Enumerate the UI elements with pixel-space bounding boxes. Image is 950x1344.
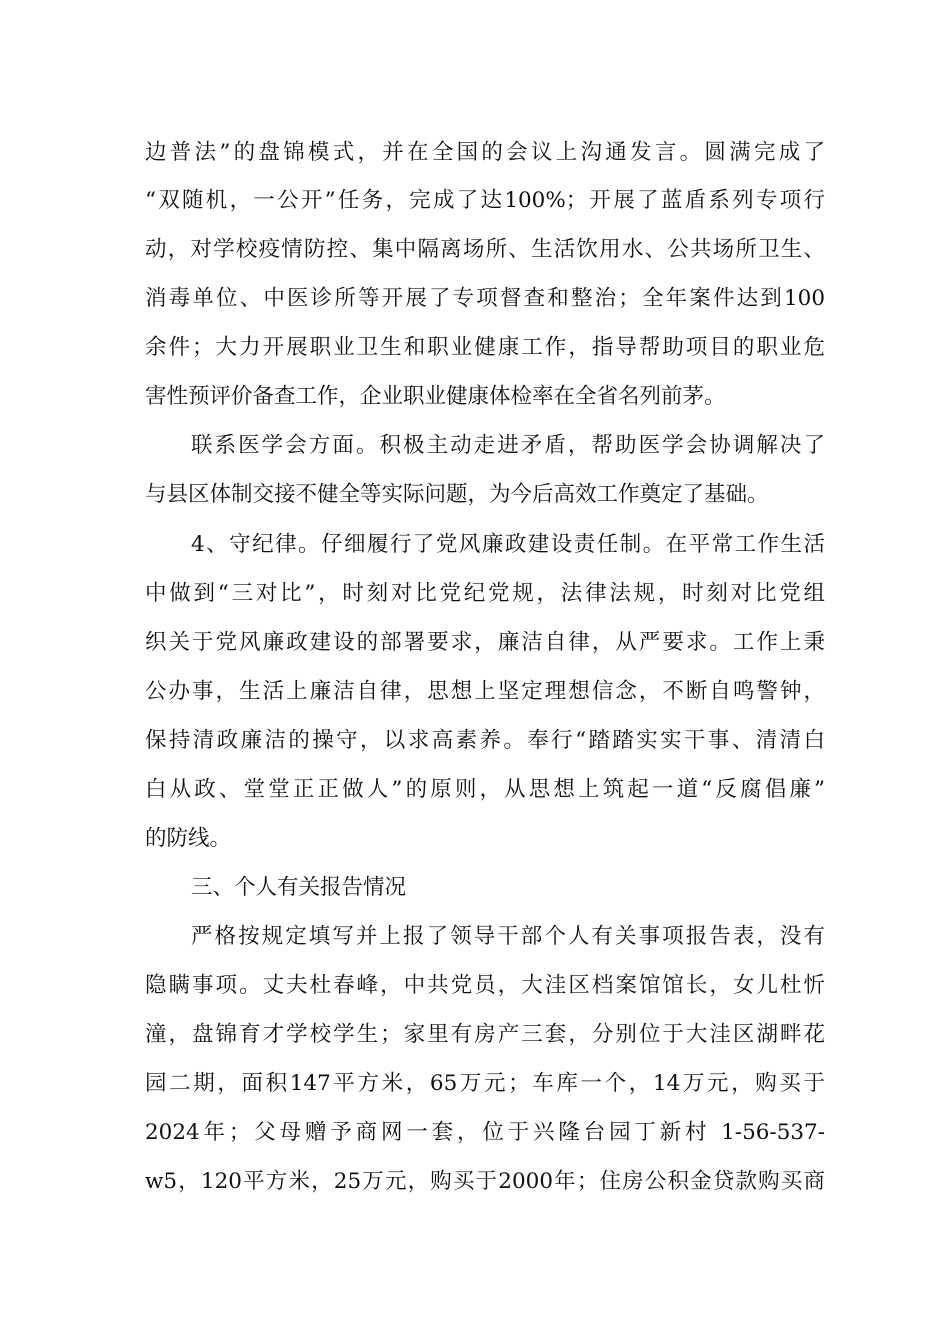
paragraph-first-line: 联系医学会方面。积极主动走进矛盾，帮助医学会协调解决了	[191, 433, 825, 458]
body-text-line: 的防线。	[145, 826, 232, 851]
body-text-line: 边普法”的盘锦模式，并在全国的会议上沟通发言。圆满完成了	[145, 140, 825, 165]
body-text-line: 织关于党风廉政建设的部署要求，廉洁自律，从严要求。工作上秉	[145, 630, 825, 655]
body-text-line: 保持清政廉洁的操守，以求高素养。奉行“踏踏实实干事、清清白	[145, 728, 825, 753]
body-text-line: 消毒单位、中医诊所等开展了专项督查和整治；全年案件达到100	[145, 286, 825, 311]
body-text-line: 园二期，面积147平方米，65万元；车库一个，14万元，购买于	[145, 1071, 825, 1096]
body-text-line: 动，对学校疫情防控、集中隔离场所、生活饮用水、公共场所卫生、	[145, 237, 825, 262]
section-heading: 三、个人有关报告情况	[191, 875, 407, 900]
body-text-line: 中做到“三对比”，时刻对比党纪党规，法律法规，时刻对比党组	[145, 581, 825, 606]
body-text-line: 余件；大力开展职业卫生和职业健康工作，指导帮助项目的职业危	[145, 335, 825, 360]
body-text-line: w5，120平方米，25万元，购买于2000年；住房公积金贷款购买商	[145, 1169, 825, 1194]
body-text-line: 2024年；父母赠予商网一套，位于兴隆台园丁新村 1-56-537-	[145, 1120, 825, 1145]
paragraph-first-line: 4、守纪律。仔细履行了党风廉政建设责任制。在平常工作生活	[191, 532, 825, 557]
body-text-line: 隐瞒事项。丈夫杜春峰，中共党员，大洼区档案馆馆长，女儿杜忻	[145, 973, 825, 998]
body-text-line: 公办事，生活上廉洁自律，思想上坚定理想信念，不断自鸣警钟，	[145, 679, 825, 704]
paragraph-first-line: 严格按规定填写并上报了领导干部个人有关事项报告表，没有	[191, 924, 825, 949]
body-text-line: 潼，盘锦育才学校学生；家里有房产三套，分别位于大洼区湖畔花	[145, 1022, 825, 1047]
body-text-line: 白从政、堂堂正正做人”的原则，从思想上筑起一道“反腐倡廉”	[145, 777, 825, 802]
body-text-line: 害性预评价备查工作，企业职业健康体检率在全省名列前茅。	[145, 384, 726, 409]
body-text-line: 与县区体制交接不健全等实际问题，为今后高效工作奠定了基础。	[145, 482, 769, 507]
body-text-line: “双随机，一公开”任务，完成了达100%；开展了蓝盾系列专项行	[145, 188, 825, 213]
